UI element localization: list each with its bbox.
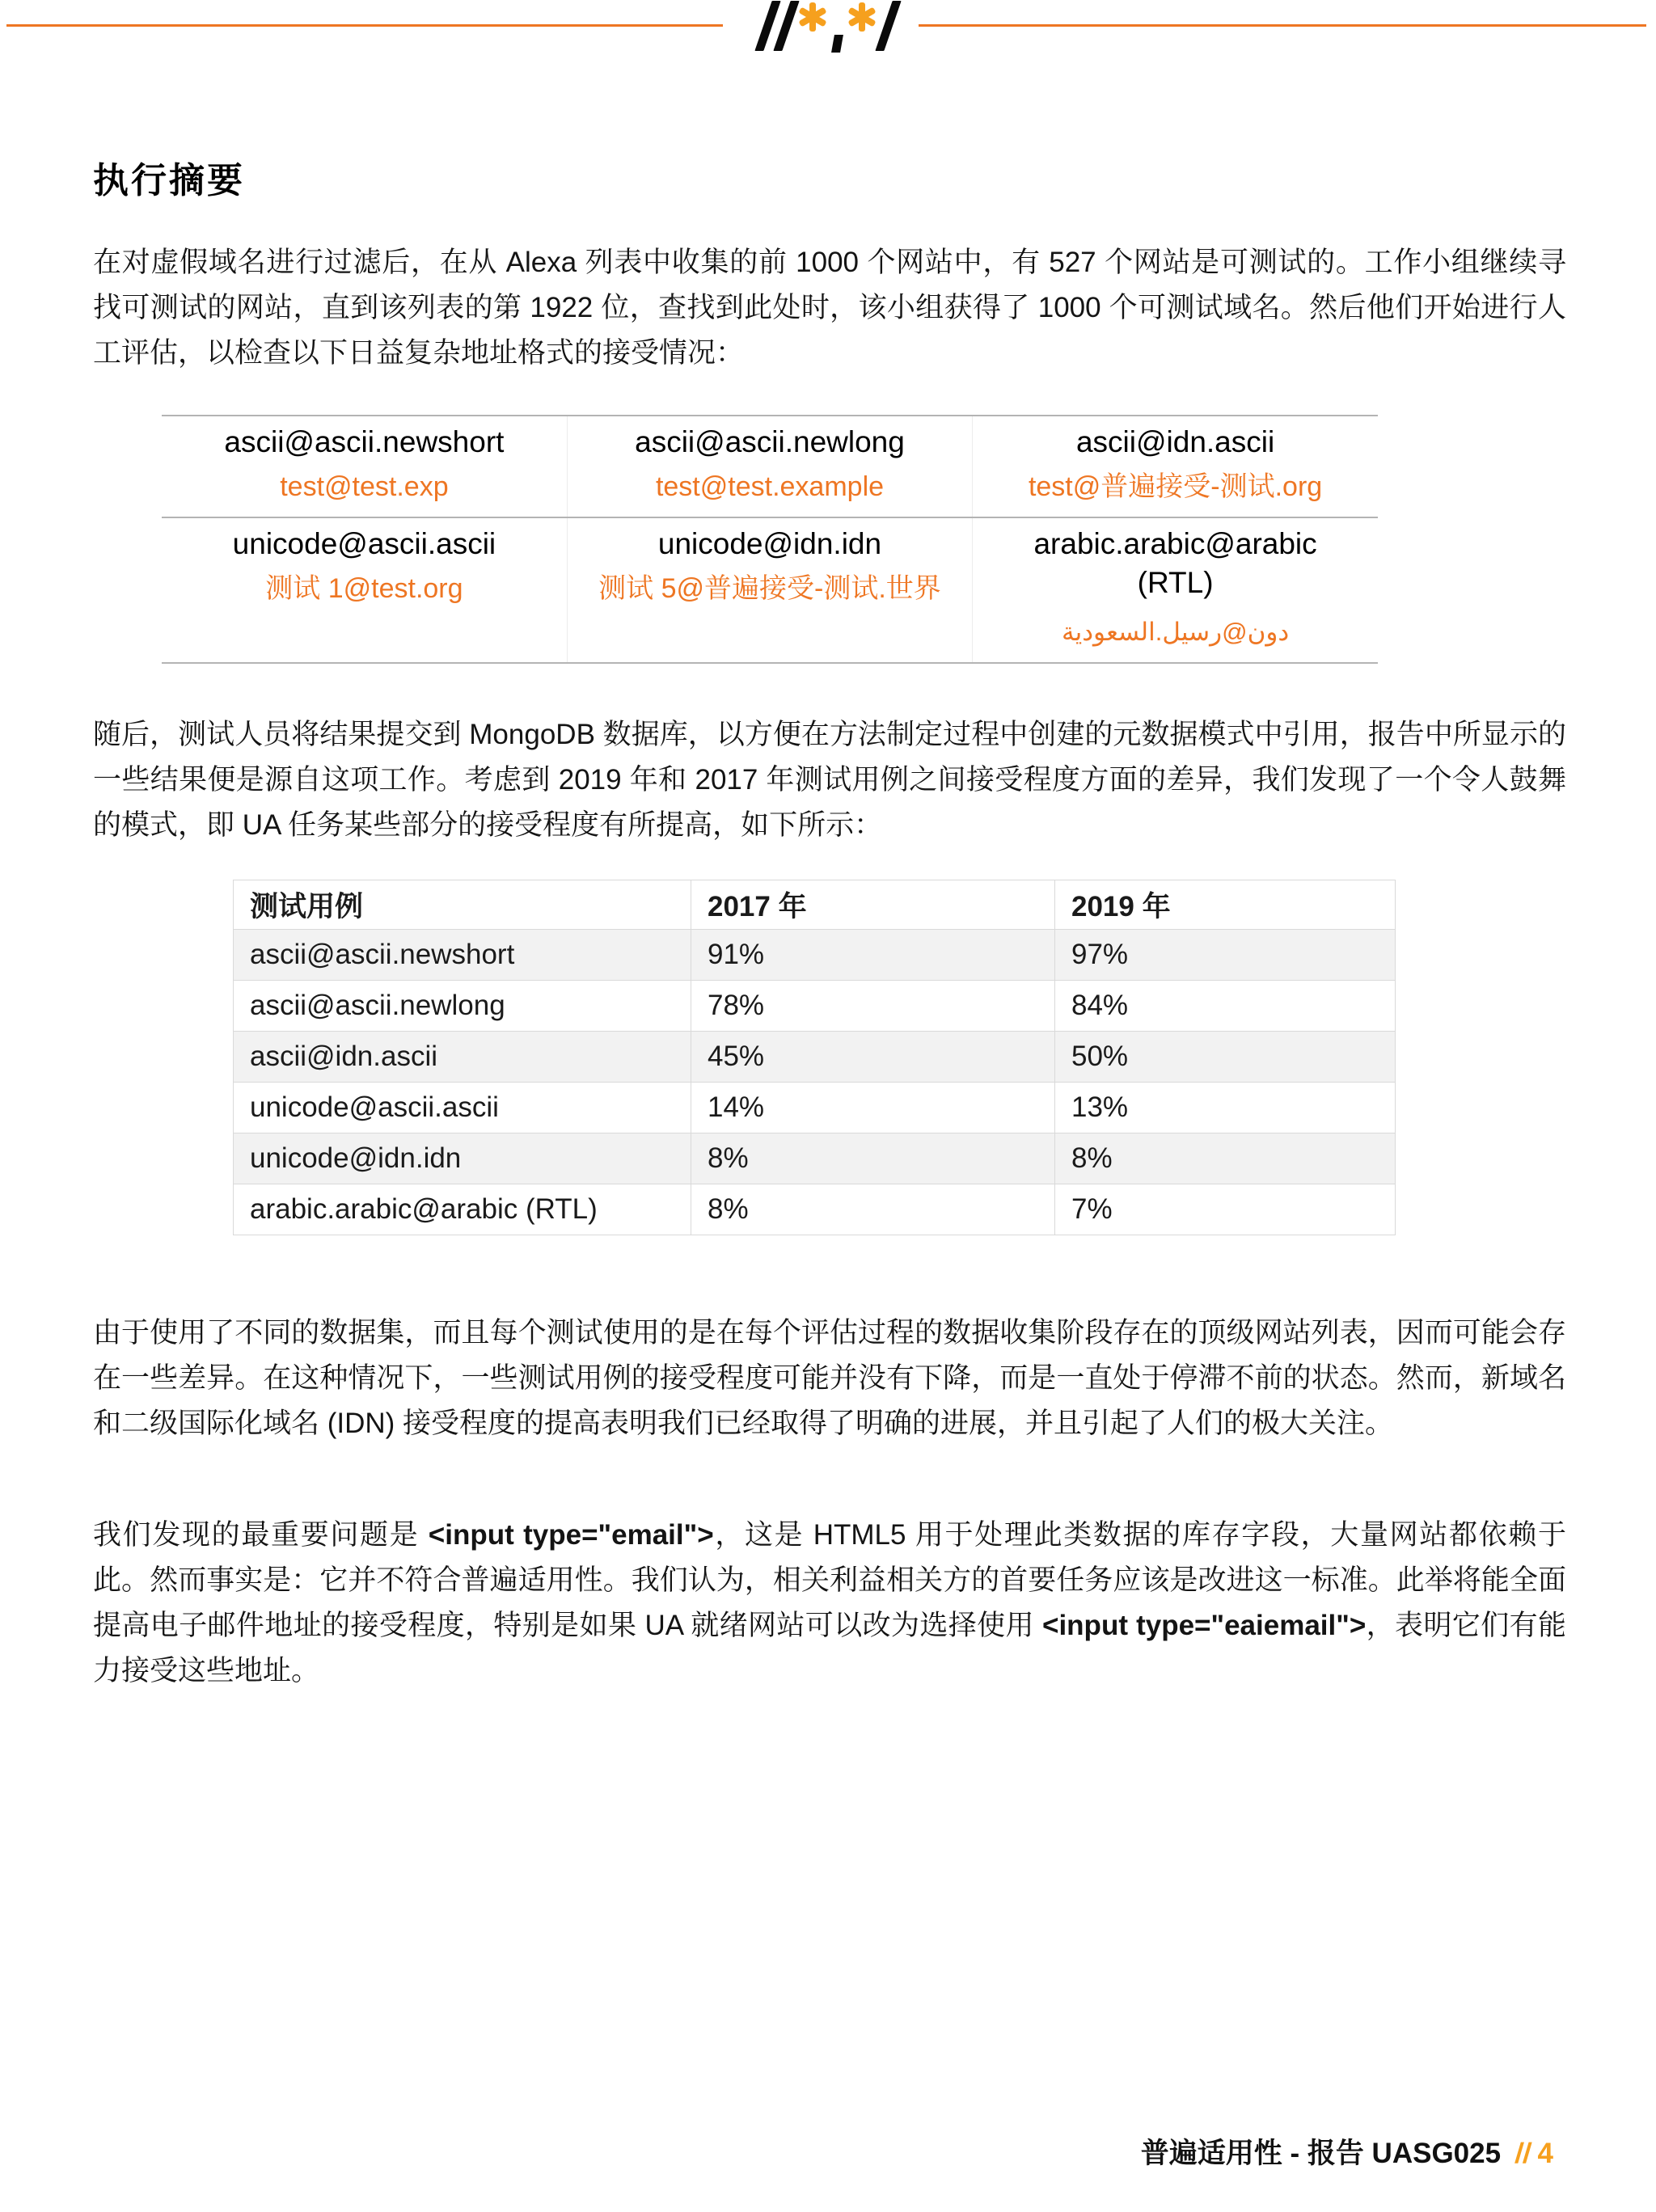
- uasg-logo: [758, 1, 898, 54]
- table-header-row: [234, 880, 1396, 930]
- table-row: [234, 981, 1396, 1032]
- test-case-name: unicode@idn.idn: [657, 527, 882, 560]
- example-address: test@普遍接受-测试.org: [1028, 471, 1323, 502]
- dot-icon: [831, 35, 843, 53]
- table-cell-2017: 78%: [691, 981, 1055, 1032]
- table-cell-2017: 8%: [691, 1133, 1055, 1184]
- table-cell-case: ascii@idn.ascii: [234, 1032, 691, 1083]
- example-address-arabic: دون@رسيل.السعودية: [1062, 618, 1290, 646]
- table-cell-2019: 7%: [1055, 1184, 1396, 1235]
- test-case-name: ascii@ascii.newshort: [224, 425, 505, 458]
- table-cell-2019: 8%: [1055, 1133, 1396, 1184]
- grid-row: [162, 517, 1378, 663]
- table-cell-2017: 8%: [691, 1184, 1055, 1235]
- paragraph-intro: 在对虚假域名进行过滤后，在从 Alexa 列表中收集的前 1000 个网站中，有 527 个网站是可测试的。工作小组继续寻找可测试的网站，直到该列表的第 1922 位，查找到此处时，该小组获得了 1000 个可测试域名。然后他们开始进行人工评估，以检查以下日益复杂地址格式的接受情况：: [93, 247, 1566, 369]
- example-address: test@test.exp: [280, 471, 449, 502]
- page-footer: [1141, 2131, 1553, 2172]
- table-cell-2019: 13%: [1055, 1083, 1396, 1133]
- table-cell-2017: 45%: [691, 1032, 1055, 1083]
- paragraph-mongodb: 随后，测试人员将结果提交到 MongoDB 数据库，以方便在方法制定过程中创建的元数据模式中引用，报告中所显示的一些结果便是源自这项工作。考虑到 2019 年和 2017 年测试用例之间接受程度方面的差异，我们发现了一个令人鼓舞的模式，即 UA 任务某些部分的接受程度有所提高，如下所示：: [93, 719, 1566, 841]
- code-input-email: <input type="email">: [428, 1519, 714, 1551]
- header-rule-right: [919, 24, 1646, 27]
- section-title: 执行摘要: [93, 161, 245, 201]
- test-case-name: ascii@ascii.newlong: [635, 425, 905, 458]
- table-cell-2017: 14%: [691, 1083, 1055, 1133]
- asterisk-icon: [796, 1, 829, 33]
- grid-cell: [567, 416, 972, 517]
- table-cell-2019: 50%: [1055, 1032, 1396, 1083]
- example-address: 测试 5@普遍接受-测试.世界: [598, 573, 941, 604]
- grid-cell: [567, 517, 972, 663]
- table-row: [234, 930, 1396, 981]
- paragraph-html5-input: [93, 1513, 1566, 1694]
- table-cell-case: unicode@ascii.ascii: [234, 1083, 691, 1133]
- grid-cell: [973, 416, 1378, 517]
- slash-icon: [875, 1, 901, 51]
- table-cell-case: unicode@idn.idn: [234, 1133, 691, 1184]
- table-row: [234, 1133, 1396, 1184]
- table-row: [234, 1032, 1396, 1083]
- header-rule-left: [6, 24, 723, 27]
- grid-cell: [162, 517, 567, 663]
- footer-slashes-icon: //: [1514, 2138, 1533, 2169]
- grid-cell: [162, 416, 567, 517]
- paragraph-segment: ，这是 HTML5 用于处理此类数据的库存字段，大量网站都依赖于此。然而事实是：它并不符合普遍适用性。我们认为，相关利益相关方的首要任务应该是改进这一标准。此举将能全面提高电子邮件地址的接受程度，特别是如果 UA 就绪网站可以改为选择使用: [93, 1519, 1566, 1641]
- example-address: 测试 1@test.org: [265, 573, 463, 604]
- test-case-name: ascii@idn.ascii: [1075, 425, 1275, 458]
- table-cell-case: ascii@ascii.newlong: [234, 981, 691, 1032]
- column-header-2017: 2017 年: [691, 880, 1055, 930]
- test-format-grid: [162, 415, 1378, 664]
- table-cell-case: arabic.arabic@arabic (RTL): [234, 1184, 691, 1235]
- test-case-name-suffix: (RTL): [1137, 566, 1214, 599]
- asterisk-icon: [846, 1, 878, 33]
- table-cell-2017: 91%: [691, 930, 1055, 981]
- table-cell-2019: 84%: [1055, 981, 1396, 1032]
- paragraph-datasets: 由于使用了不同的数据集，而且每个测试使用的是在每个评估过程的数据收集阶段存在的顶级网站列表，因而可能会存在一些差异。在这种情况下，一些测试用例的接受程度可能并没有下降，而是一直处于停滞不前的状态。然而，新域名和二级国际化域名 (IDN) 接受程度的提高表明我们已经取得了明确的进展，并且引起了人们的极大关注。: [93, 1317, 1566, 1439]
- table-row: [234, 1184, 1396, 1235]
- example-address: test@test.example: [655, 471, 885, 502]
- test-case-name: arabic.arabic@arabic: [1033, 527, 1317, 560]
- footer-report-label: 普遍适用性 - 报告 UASG025: [1140, 2138, 1502, 2169]
- page-number: 4: [1537, 2138, 1553, 2169]
- paragraph-segment: 我们发现的最重要问题是: [93, 1519, 429, 1551]
- results-table: [233, 880, 1396, 1235]
- table-row: [234, 1083, 1396, 1133]
- grid-row: [162, 416, 1378, 517]
- footer-page-info: [1515, 2138, 1553, 2170]
- table-cell-case: ascii@ascii.newshort: [234, 930, 691, 981]
- test-case-name: unicode@ascii.ascii: [232, 527, 496, 560]
- code-input-eaiemail: <input type="eaiemail">: [1042, 1610, 1367, 1641]
- column-header-2019: 2019 年: [1055, 880, 1396, 930]
- table-cell-2019: 97%: [1055, 930, 1396, 981]
- grid-cell: [973, 517, 1378, 663]
- column-header-test-case: 测试用例: [234, 880, 691, 930]
- paragraph-segment: ，表明它们有能力接受这些地址。: [93, 1610, 1566, 1686]
